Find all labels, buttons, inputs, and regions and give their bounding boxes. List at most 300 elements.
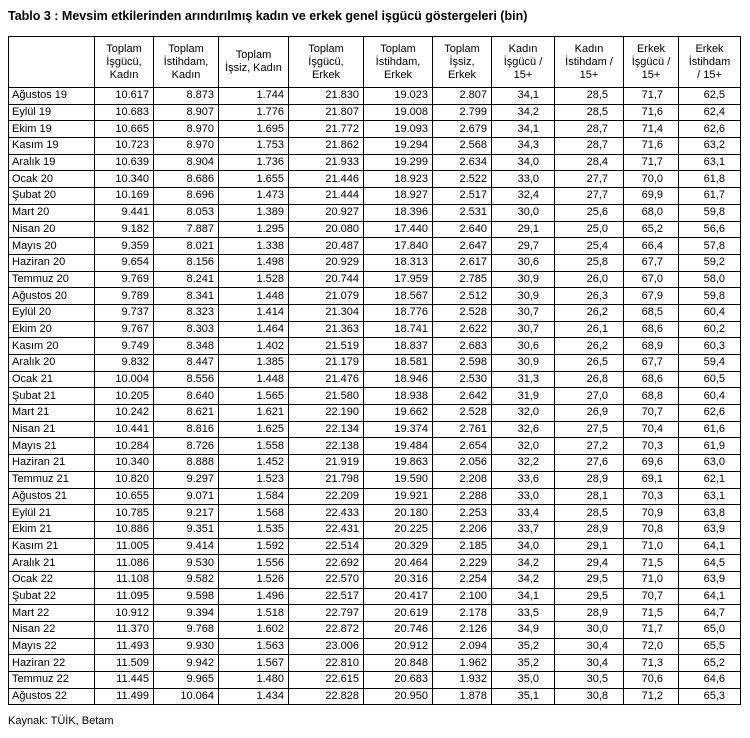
value-cell: 10.820	[95, 471, 154, 488]
value-cell: 71,6	[624, 104, 679, 121]
row-label-cell: Kasım 19	[9, 138, 95, 155]
value-cell: 1.518	[219, 605, 289, 622]
row-label-cell: Haziran 21	[9, 455, 95, 472]
value-cell: 19.484	[364, 438, 433, 455]
value-cell: 34,2	[492, 104, 555, 121]
value-cell: 28,7	[555, 121, 624, 138]
value-cell: 2.512	[433, 288, 492, 305]
value-cell: 2.785	[433, 271, 492, 288]
table-row	[9, 405, 741, 422]
row-label-cell: Temmuz 22	[9, 672, 95, 689]
value-cell: 1.498	[219, 254, 289, 271]
header-cell: Toplam İstihdam, Erkek	[364, 37, 433, 88]
value-cell: 31,9	[492, 388, 555, 405]
value-cell: 32,0	[492, 405, 555, 422]
value-cell: 9.965	[154, 672, 219, 689]
value-cell: 65,3	[679, 688, 741, 705]
value-cell: 34,0	[492, 154, 555, 171]
value-cell: 22.828	[289, 688, 364, 705]
value-cell: 2.288	[433, 488, 492, 505]
value-cell: 8.556	[154, 371, 219, 388]
row-label-cell: Kasım 21	[9, 538, 95, 555]
value-cell: 9.071	[154, 488, 219, 505]
value-cell: 18.837	[364, 338, 433, 355]
value-cell: 65,2	[679, 655, 741, 672]
value-cell: 2.568	[433, 138, 492, 155]
value-cell: 34,2	[492, 555, 555, 572]
value-cell: 1.962	[433, 655, 492, 672]
value-cell: 31,3	[492, 371, 555, 388]
value-cell: 2.679	[433, 121, 492, 138]
value-cell: 20.487	[289, 238, 364, 255]
value-cell: 35,1	[492, 688, 555, 705]
value-cell: 22.134	[289, 421, 364, 438]
value-cell: 61,8	[679, 171, 741, 188]
value-cell: 71,7	[624, 88, 679, 105]
value-cell: 18.927	[364, 188, 433, 205]
row-label-cell: Nisan 21	[9, 421, 95, 438]
value-cell: 20.464	[364, 555, 433, 572]
row-label-cell: Temmuz 21	[9, 471, 95, 488]
value-cell: 19.662	[364, 405, 433, 422]
value-cell: 22.517	[289, 588, 364, 605]
table-row	[9, 488, 741, 505]
value-cell: 21.079	[289, 288, 364, 305]
table-row	[9, 555, 741, 572]
value-cell: 58,0	[679, 271, 741, 288]
value-cell: 1.592	[219, 538, 289, 555]
value-cell: 9.351	[154, 521, 219, 538]
value-cell: 34,1	[492, 88, 555, 105]
value-cell: 22.138	[289, 438, 364, 455]
value-cell: 71,0	[624, 538, 679, 555]
value-cell: 30,0	[492, 204, 555, 221]
value-cell: 9.530	[154, 555, 219, 572]
value-cell: 1.535	[219, 521, 289, 538]
row-label-cell: Aralık 21	[9, 555, 95, 572]
value-cell: 8.621	[154, 405, 219, 422]
value-cell: 28,4	[555, 154, 624, 171]
value-cell: 18.946	[364, 371, 433, 388]
value-cell: 25,4	[555, 238, 624, 255]
value-cell: 22.810	[289, 655, 364, 672]
value-cell: 56,6	[679, 221, 741, 238]
value-cell: 71,3	[624, 655, 679, 672]
value-cell: 20.080	[289, 221, 364, 238]
value-cell: 34,0	[492, 538, 555, 555]
row-label-cell: Ekim 19	[9, 121, 95, 138]
value-cell: 10.284	[95, 438, 154, 455]
value-cell: 10.886	[95, 521, 154, 538]
value-cell: 26,9	[555, 405, 624, 422]
row-label-cell: Ağustos 19	[9, 88, 95, 105]
value-cell: 1.625	[219, 421, 289, 438]
table-row	[9, 271, 741, 288]
value-cell: 20.225	[364, 521, 433, 538]
value-cell: 1.621	[219, 405, 289, 422]
value-cell: 62,6	[679, 405, 741, 422]
value-cell: 20.180	[364, 505, 433, 522]
value-cell: 9.297	[154, 471, 219, 488]
value-cell: 20.912	[364, 638, 433, 655]
value-cell: 11.095	[95, 588, 154, 605]
value-cell: 2.642	[433, 388, 492, 405]
value-cell: 2.528	[433, 405, 492, 422]
table-row	[9, 338, 741, 355]
value-cell: 20.744	[289, 271, 364, 288]
value-cell: 1.402	[219, 338, 289, 355]
table-row	[9, 121, 741, 138]
row-label-cell: Eylül 19	[9, 104, 95, 121]
value-cell: 61,9	[679, 438, 741, 455]
value-cell: 8.053	[154, 204, 219, 221]
value-cell: 21.807	[289, 104, 364, 121]
value-cell: 10.617	[95, 88, 154, 105]
value-cell: 1.448	[219, 371, 289, 388]
value-cell: 25,8	[555, 254, 624, 271]
row-label-cell: Ocak 22	[9, 571, 95, 588]
value-cell: 19.093	[364, 121, 433, 138]
row-label-cell: Mart 20	[9, 204, 95, 221]
value-cell: 64,1	[679, 588, 741, 605]
value-cell: 63,9	[679, 521, 741, 538]
value-cell: 9.832	[95, 355, 154, 372]
value-cell: 1.452	[219, 455, 289, 472]
header-cell: Kadın İstihdam / 15+	[555, 37, 624, 88]
value-cell: 18.776	[364, 304, 433, 321]
value-cell: 1.695	[219, 121, 289, 138]
value-cell: 32,4	[492, 188, 555, 205]
value-cell: 72,0	[624, 638, 679, 655]
value-cell: 1.523	[219, 471, 289, 488]
value-cell: 20.746	[364, 622, 433, 639]
value-cell: 10.639	[95, 154, 154, 171]
value-cell: 21.444	[289, 188, 364, 205]
value-cell: 10.205	[95, 388, 154, 405]
value-cell: 9.182	[95, 221, 154, 238]
value-cell: 34,2	[492, 571, 555, 588]
row-label-cell: Ağustos 20	[9, 288, 95, 305]
header-cell: Erkek İstihdam / 15+	[679, 37, 741, 88]
value-cell: 34,9	[492, 622, 555, 639]
value-cell: 21.476	[289, 371, 364, 388]
table-row	[9, 188, 741, 205]
value-cell: 11.086	[95, 555, 154, 572]
row-label-cell: Mayıs 20	[9, 238, 95, 255]
value-cell: 22.797	[289, 605, 364, 622]
value-cell: 9.769	[95, 271, 154, 288]
value-cell: 27,5	[555, 421, 624, 438]
value-cell: 28,5	[555, 88, 624, 105]
value-cell: 30,6	[492, 254, 555, 271]
value-cell: 69,6	[624, 455, 679, 472]
value-cell: 35,2	[492, 638, 555, 655]
value-cell: 1.385	[219, 355, 289, 372]
value-cell: 35,2	[492, 655, 555, 672]
source-note: Kaynak: TÜİK, Betam	[8, 715, 114, 727]
value-cell: 60,4	[679, 388, 741, 405]
value-cell: 1.568	[219, 505, 289, 522]
value-cell: 60,5	[679, 371, 741, 388]
value-cell: 32,0	[492, 438, 555, 455]
table-body	[9, 88, 741, 705]
value-cell: 1.558	[219, 438, 289, 455]
value-cell: 22.190	[289, 405, 364, 422]
value-cell: 21.446	[289, 171, 364, 188]
value-cell: 2.185	[433, 538, 492, 555]
value-cell: 18.313	[364, 254, 433, 271]
value-cell: 2.229	[433, 555, 492, 572]
value-cell: 2.254	[433, 571, 492, 588]
value-cell: 2.522	[433, 171, 492, 188]
value-cell: 65,0	[679, 622, 741, 639]
value-cell: 30,6	[492, 338, 555, 355]
value-cell: 21.772	[289, 121, 364, 138]
table-row	[9, 538, 741, 555]
value-cell: 68,9	[624, 338, 679, 355]
value-cell: 8.348	[154, 338, 219, 355]
value-cell: 1.338	[219, 238, 289, 255]
value-cell: 1.565	[219, 388, 289, 405]
value-cell: 18.396	[364, 204, 433, 221]
table-row	[9, 254, 741, 271]
value-cell: 1.414	[219, 304, 289, 321]
value-cell: 8.323	[154, 304, 219, 321]
value-cell: 10.723	[95, 138, 154, 155]
value-cell: 61,6	[679, 421, 741, 438]
value-cell: 30,0	[555, 622, 624, 639]
table-row	[9, 622, 741, 639]
value-cell: 59,8	[679, 204, 741, 221]
value-cell: 71,4	[624, 121, 679, 138]
value-cell: 20.683	[364, 672, 433, 689]
value-cell: 2.178	[433, 605, 492, 622]
value-cell: 30,9	[492, 271, 555, 288]
row-label-cell: Haziran 22	[9, 655, 95, 672]
value-cell: 28,7	[555, 138, 624, 155]
value-cell: 2.640	[433, 221, 492, 238]
value-cell: 9.789	[95, 288, 154, 305]
value-cell: 66,4	[624, 238, 679, 255]
value-cell: 8.686	[154, 171, 219, 188]
header-cell: Toplam İşgücü, Erkek	[289, 37, 364, 88]
value-cell: 68,6	[624, 371, 679, 388]
row-label-cell: Şubat 21	[9, 388, 95, 405]
table-row	[9, 221, 741, 238]
table-row	[9, 104, 741, 121]
row-label-cell: Eylül 21	[9, 505, 95, 522]
value-cell: 2.761	[433, 421, 492, 438]
value-cell: 29,5	[555, 588, 624, 605]
value-cell: 64,7	[679, 605, 741, 622]
value-cell: 8.904	[154, 154, 219, 171]
value-cell: 33,6	[492, 471, 555, 488]
row-label-cell: Mayıs 22	[9, 638, 95, 655]
value-cell: 10.242	[95, 405, 154, 422]
value-cell: 1.480	[219, 672, 289, 689]
value-cell: 2.799	[433, 104, 492, 121]
header-cell: Erkek İşgücü / 15+	[624, 37, 679, 88]
value-cell: 9.768	[154, 622, 219, 639]
value-cell: 20.417	[364, 588, 433, 605]
value-cell: 18.741	[364, 321, 433, 338]
value-cell: 22.872	[289, 622, 364, 639]
value-cell: 64,6	[679, 672, 741, 689]
value-cell: 29,7	[492, 238, 555, 255]
value-cell: 11.445	[95, 672, 154, 689]
value-cell: 1.753	[219, 138, 289, 155]
value-cell: 8.447	[154, 355, 219, 372]
value-cell: 8.816	[154, 421, 219, 438]
table-row	[9, 571, 741, 588]
value-cell: 1.526	[219, 571, 289, 588]
value-cell: 9.394	[154, 605, 219, 622]
row-label-cell: Aralık 19	[9, 154, 95, 171]
row-label-cell: Eylül 20	[9, 304, 95, 321]
value-cell: 20.848	[364, 655, 433, 672]
value-cell: 2.253	[433, 505, 492, 522]
value-cell: 20.619	[364, 605, 433, 622]
value-cell: 10.441	[95, 421, 154, 438]
header-cell-label	[9, 37, 95, 88]
value-cell: 60,2	[679, 321, 741, 338]
data-table	[8, 36, 741, 705]
value-cell: 26,0	[555, 271, 624, 288]
value-cell: 9.930	[154, 638, 219, 655]
row-label-cell: Ağustos 22	[9, 688, 95, 705]
table-row	[9, 138, 741, 155]
value-cell: 28,9	[555, 605, 624, 622]
value-cell: 9.767	[95, 321, 154, 338]
value-cell: 9.737	[95, 304, 154, 321]
value-cell: 1.389	[219, 204, 289, 221]
value-cell: 19.299	[364, 154, 433, 171]
table-row	[9, 688, 741, 705]
value-cell: 64,1	[679, 538, 741, 555]
value-cell: 8.341	[154, 288, 219, 305]
row-label-cell: Mart 22	[9, 605, 95, 622]
row-label-cell: Ekim 21	[9, 521, 95, 538]
value-cell: 1.655	[219, 171, 289, 188]
value-cell: 67,9	[624, 288, 679, 305]
value-cell: 2.683	[433, 338, 492, 355]
value-cell: 59,8	[679, 288, 741, 305]
table-row	[9, 588, 741, 605]
value-cell: 34,3	[492, 138, 555, 155]
value-cell: 1.744	[219, 88, 289, 105]
value-cell: 21.933	[289, 154, 364, 171]
row-label-cell: Şubat 22	[9, 588, 95, 605]
value-cell: 7.887	[154, 221, 219, 238]
value-cell: 10.655	[95, 488, 154, 505]
value-cell: 69,1	[624, 471, 679, 488]
value-cell: 59,2	[679, 254, 741, 271]
value-cell: 26,1	[555, 321, 624, 338]
value-cell: 68,6	[624, 321, 679, 338]
row-label-cell: Mayıs 21	[9, 438, 95, 455]
value-cell: 17.840	[364, 238, 433, 255]
table-row	[9, 355, 741, 372]
value-cell: 30,9	[492, 355, 555, 372]
value-cell: 1.473	[219, 188, 289, 205]
value-cell: 29,1	[555, 538, 624, 555]
value-cell: 18.923	[364, 171, 433, 188]
value-cell: 67,7	[624, 355, 679, 372]
value-cell: 19.294	[364, 138, 433, 155]
value-cell: 9.582	[154, 571, 219, 588]
value-cell: 33,5	[492, 605, 555, 622]
value-cell: 19.008	[364, 104, 433, 121]
table-row	[9, 655, 741, 672]
value-cell: 2.598	[433, 355, 492, 372]
value-cell: 1.567	[219, 655, 289, 672]
value-cell: 21.862	[289, 138, 364, 155]
value-cell: 62,5	[679, 88, 741, 105]
value-cell: 10.340	[95, 455, 154, 472]
value-cell: 63,1	[679, 154, 741, 171]
value-cell: 1.556	[219, 555, 289, 572]
value-cell: 26,2	[555, 304, 624, 321]
value-cell: 2.617	[433, 254, 492, 271]
header-cell: Kadın İşgücü / 15+	[492, 37, 555, 88]
value-cell: 21.830	[289, 88, 364, 105]
value-cell: 18.567	[364, 288, 433, 305]
value-cell: 26,3	[555, 288, 624, 305]
value-cell: 21.798	[289, 471, 364, 488]
value-cell: 65,2	[624, 221, 679, 238]
value-cell: 64,5	[679, 555, 741, 572]
value-cell: 2.056	[433, 455, 492, 472]
value-cell: 71,7	[624, 154, 679, 171]
value-cell: 1.295	[219, 221, 289, 238]
table-row	[9, 388, 741, 405]
value-cell: 30,9	[492, 288, 555, 305]
value-cell: 71,2	[624, 688, 679, 705]
value-cell: 1.584	[219, 488, 289, 505]
value-cell: 9.654	[95, 254, 154, 271]
value-cell: 10.064	[154, 688, 219, 705]
table-row	[9, 421, 741, 438]
value-cell: 9.414	[154, 538, 219, 555]
value-cell: 21.304	[289, 304, 364, 321]
value-cell: 71,7	[624, 622, 679, 639]
value-cell: 11.499	[95, 688, 154, 705]
value-cell: 8.907	[154, 104, 219, 121]
value-cell: 2.126	[433, 622, 492, 639]
value-cell: 2.206	[433, 521, 492, 538]
value-cell: 11.493	[95, 638, 154, 655]
value-cell: 30,7	[492, 304, 555, 321]
value-cell: 1.932	[433, 672, 492, 689]
value-cell: 21.919	[289, 455, 364, 472]
value-cell: 11.509	[95, 655, 154, 672]
value-cell: 27,2	[555, 438, 624, 455]
value-cell: 70,0	[624, 171, 679, 188]
value-cell: 27,0	[555, 388, 624, 405]
value-cell: 1.434	[219, 688, 289, 705]
value-cell: 8.021	[154, 238, 219, 255]
value-cell: 68,0	[624, 204, 679, 221]
value-cell: 11.108	[95, 571, 154, 588]
value-cell: 9.942	[154, 655, 219, 672]
value-cell: 28,9	[555, 471, 624, 488]
value-cell: 21.179	[289, 355, 364, 372]
table-row	[9, 672, 741, 689]
value-cell: 1.464	[219, 321, 289, 338]
value-cell: 63,8	[679, 505, 741, 522]
table-row	[9, 238, 741, 255]
value-cell: 71,0	[624, 571, 679, 588]
